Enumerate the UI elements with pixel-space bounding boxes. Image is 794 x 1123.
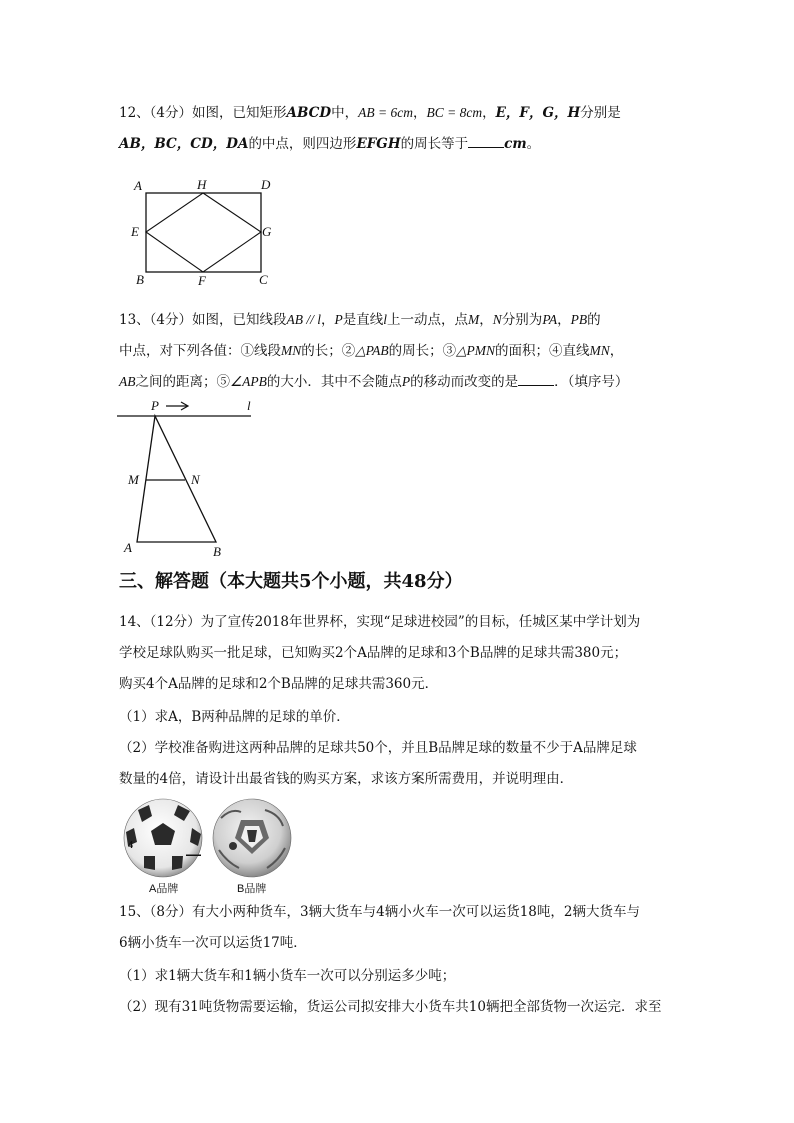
q13-text: 是直线 — [342, 312, 384, 328]
line-ab: AB — [119, 374, 136, 389]
q13-text: 的移动而改变的是 — [410, 374, 519, 390]
line-mn: MN — [589, 343, 610, 358]
q12-text: 分别是 — [580, 105, 621, 121]
soccer-ball-b-image — [211, 798, 293, 878]
bc-length: BC = 8cm — [426, 105, 483, 120]
label-M: M — [128, 472, 139, 487]
q13-line-2 — [119, 342, 623, 360]
section-heading: 三、解答题（本大题共5个小题，共48分） — [119, 571, 463, 592]
svg-text:▬▬▬: ▬▬▬ — [186, 853, 201, 858]
label-A: A — [124, 540, 132, 555]
q14-line-1: 14、（12分）为了宣传2018年世界杯，实现“足球进校园”的目标，任城区某中学计划为 — [119, 614, 641, 630]
q14-sub-2-line-1: （2）学校准备购进这两种品牌的足球共50个，并且B品牌足球的数量不少于A品牌足球 — [119, 740, 637, 756]
q13-text: 中点，对下列各值：①线段 — [119, 343, 281, 359]
soccer-ball-a-image — [122, 798, 204, 878]
triangle-figure — [115, 396, 260, 560]
q13-text: 分别为 — [501, 312, 543, 328]
q15-sub-1: （1）求1辆大货车和1辆小货车一次可以分别运多少吨； — [119, 968, 456, 984]
q14-line-3: 购买4个A品牌的足球和2个B品牌的足球共需360元． — [119, 676, 439, 692]
ab-parallel-l: AB // l — [286, 312, 322, 327]
midpoint-names: E，F，G，H — [495, 105, 581, 121]
rect-name: ABCD — [286, 105, 332, 121]
ab-length: AB = 6cm — [358, 105, 413, 120]
label-B: B — [136, 272, 144, 287]
q14-sub-1: （1）求A，B两种品牌的足球的单价． — [119, 709, 350, 725]
q12-text: ， — [412, 105, 427, 121]
segment-pb: PB — [570, 312, 588, 327]
label-F: F — [198, 273, 206, 288]
label-C: C — [259, 272, 268, 287]
q13-text: 上一动点，点 — [387, 312, 469, 328]
label-l: l — [247, 398, 251, 413]
triangle-pmn: △PMN — [456, 343, 496, 358]
q13-text: ， — [609, 343, 624, 359]
answer-blank — [468, 135, 504, 148]
label-H: H — [197, 177, 207, 192]
ball-b-label: B品牌 — [237, 883, 267, 895]
q13-text: 13、（4分）如图，已知线段 — [119, 312, 287, 328]
q12-text: 的周长等于 — [400, 136, 469, 152]
point-p: P — [334, 312, 343, 327]
q14-line-2: 学校足球队购买一批足球，已知购买2个A品牌的足球和3个B品牌的足球共需380元； — [119, 645, 628, 661]
q13-text: 的 — [587, 312, 601, 328]
q13-text: ， — [557, 312, 571, 328]
q12-text: 的中点，则四边形 — [248, 136, 357, 152]
q12-text: 。 — [526, 136, 541, 152]
point-n: N — [492, 312, 502, 327]
q15-line-2: 6辆小货车一次可以运货17吨． — [119, 935, 307, 951]
q12-line-1 — [119, 104, 621, 122]
side-names: AB，BC，CD，DA — [119, 136, 249, 152]
q12-text: 中， — [331, 105, 359, 121]
q12-text: ， — [482, 105, 496, 121]
label-D: D — [261, 177, 271, 192]
q13-text: 的大小．其中不会随点 — [266, 374, 402, 390]
answer-blank — [518, 373, 554, 386]
q13-text: 的周长；③ — [388, 343, 457, 359]
q13-text: 之间的距离；⑤ — [135, 374, 230, 390]
q14-sub-2-line-2: 数量的4倍，请设计出最省钱的购买方案，求该方案所需费用，并说明理由． — [119, 771, 574, 787]
unit: cm — [504, 136, 527, 152]
segment-mn: MN — [281, 343, 302, 358]
label-G: G — [262, 224, 272, 239]
q13-text: ， — [321, 312, 335, 328]
label-A: A — [134, 178, 142, 193]
label-B: B — [213, 544, 221, 559]
q15-sub-2: （2）现有31吨货物需要运输，货运公司拟安排大小货车共10辆把全部货物一次运完．求至 — [119, 999, 662, 1015]
q12-text: 12、（4分）如图，已知矩形 — [119, 105, 287, 121]
q13-text: ．（填序号） — [554, 374, 629, 390]
q13-line-1 — [119, 311, 601, 329]
q12-line-2 — [119, 135, 540, 153]
label-P: P — [151, 398, 159, 413]
q13-text: ， — [479, 312, 493, 328]
point-m: M — [468, 312, 480, 327]
label-E: E — [131, 224, 139, 239]
triangle-pab: △PAB — [355, 343, 389, 358]
ball-a-label: A品牌 — [149, 883, 179, 895]
segment-pa: PA — [542, 312, 558, 327]
rectangle-figure — [125, 172, 285, 290]
label-N: N — [191, 472, 200, 487]
q15-line-1: 15、（8分）有大小两种货车，3辆大货车与4辆小火车一次可以运货18吨，2辆大货车与 — [119, 904, 640, 920]
svg-text:4: 4 — [128, 840, 133, 851]
angle-apb: ∠APB — [230, 374, 267, 389]
q13-text: 的长；② — [301, 343, 356, 359]
line-l: l — [383, 312, 388, 327]
q13-text: 的面积；④直线 — [495, 343, 590, 359]
point-p: P — [401, 374, 411, 389]
q13-line-3 — [119, 373, 628, 391]
quad-name: EFGH — [356, 136, 401, 152]
